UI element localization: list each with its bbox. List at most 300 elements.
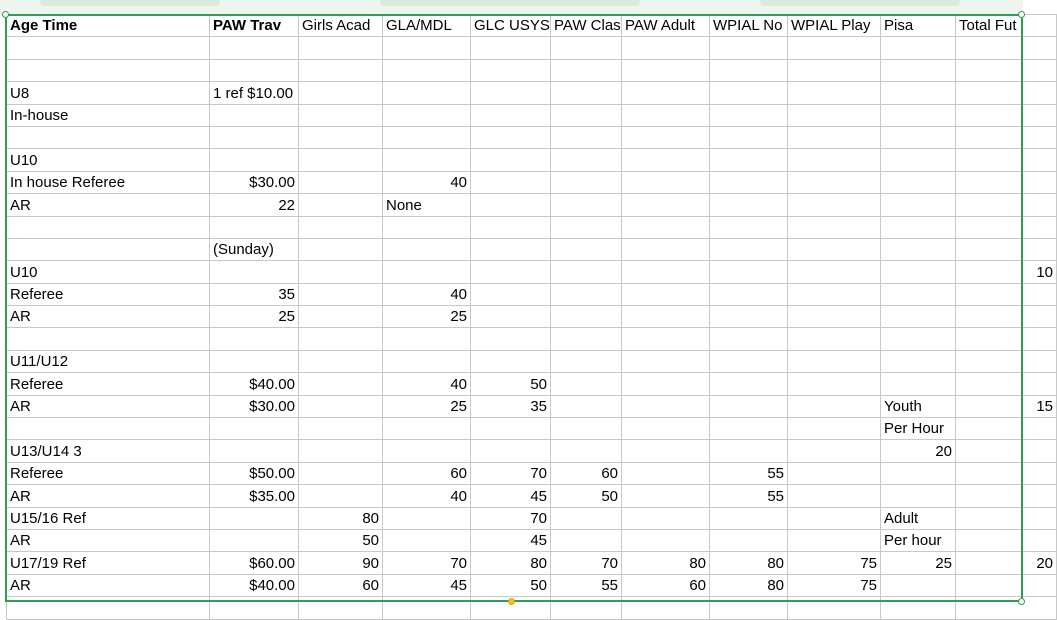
cell[interactable] [710,238,788,260]
cell[interactable]: In house Referee [7,171,210,193]
cell[interactable] [710,149,788,171]
cell[interactable] [383,529,471,551]
cell[interactable] [210,328,299,350]
cell[interactable] [299,350,383,372]
cell[interactable] [956,507,1057,529]
cell[interactable] [956,328,1057,350]
cell[interactable] [299,59,383,81]
cell[interactable]: 10 [956,261,1057,283]
cell[interactable] [956,306,1057,328]
cell[interactable] [551,440,622,462]
cell[interactable] [710,194,788,216]
cell[interactable] [471,82,551,104]
cell[interactable] [383,328,471,350]
header-cell[interactable]: Age Time [7,15,210,37]
cell[interactable] [788,82,881,104]
cell[interactable] [710,59,788,81]
cell[interactable] [788,395,881,417]
cell[interactable] [788,37,881,59]
cell[interactable]: 80 [299,507,383,529]
cell[interactable] [956,194,1057,216]
cell[interactable] [956,238,1057,260]
cell[interactable] [383,350,471,372]
cell[interactable] [788,597,881,619]
cell[interactable] [7,126,210,148]
cell[interactable] [788,59,881,81]
cell[interactable]: Referee [7,283,210,305]
cell[interactable]: $30.00 [210,395,299,417]
cell[interactable] [622,82,710,104]
cell[interactable] [710,597,788,619]
cell[interactable] [710,82,788,104]
cell[interactable] [788,194,881,216]
cell[interactable]: (Sunday) [210,238,299,260]
cell[interactable] [788,462,881,484]
cell[interactable] [956,373,1057,395]
cell[interactable] [551,126,622,148]
header-cell[interactable]: PAW Adult [622,15,710,37]
cell[interactable] [551,82,622,104]
cell[interactable] [710,328,788,350]
cell[interactable] [956,283,1057,305]
cell[interactable]: Youth [881,395,956,417]
cell[interactable] [622,283,710,305]
cell[interactable]: 75 [788,552,881,574]
cell[interactable]: Per Hour [881,418,956,440]
cell[interactable] [710,418,788,440]
cell[interactable] [471,37,551,59]
selection-handle-bottom-right[interactable] [1018,598,1025,605]
cell[interactable] [788,126,881,148]
cell[interactable] [622,37,710,59]
cell[interactable] [788,216,881,238]
cell[interactable]: 50 [299,529,383,551]
cell[interactable] [881,597,956,619]
cell[interactable]: 55 [710,485,788,507]
cell[interactable] [383,418,471,440]
cell[interactable]: 40 [383,171,471,193]
cell[interactable] [956,462,1057,484]
cell[interactable]: Per hour [881,529,956,551]
cell[interactable] [7,328,210,350]
cell[interactable]: 80 [710,574,788,596]
cell[interactable] [956,59,1057,81]
cell[interactable] [788,440,881,462]
cell[interactable] [551,194,622,216]
cell[interactable] [788,485,881,507]
cell[interactable] [710,37,788,59]
cell[interactable] [956,529,1057,551]
cell[interactable] [7,216,210,238]
cell[interactable] [299,306,383,328]
cell[interactable] [622,216,710,238]
cell[interactable]: 90 [299,552,383,574]
cell[interactable]: 55 [710,462,788,484]
cell[interactable] [881,283,956,305]
cell[interactable]: In-house [7,104,210,126]
cell[interactable]: 70 [551,552,622,574]
header-cell[interactable]: WPIAL Play [788,15,881,37]
cell[interactable] [881,82,956,104]
cell[interactable] [881,149,956,171]
cell[interactable] [788,261,881,283]
cell[interactable] [622,597,710,619]
cell[interactable]: Referee [7,462,210,484]
cell[interactable]: 80 [710,552,788,574]
cell[interactable]: $50.00 [210,462,299,484]
cell[interactable]: 25 [210,306,299,328]
cell[interactable] [622,350,710,372]
header-cell[interactable]: Pisa [881,15,956,37]
cell[interactable] [956,574,1057,596]
cell[interactable] [622,373,710,395]
cell[interactable] [7,597,210,619]
cell[interactable]: U11/U12 [7,350,210,372]
cell[interactable]: 50 [471,574,551,596]
cell[interactable] [956,104,1057,126]
cell[interactable] [551,216,622,238]
cell[interactable]: AR [7,395,210,417]
cell[interactable]: 1 ref $10.00 [210,82,299,104]
cell[interactable] [551,104,622,126]
header-cell[interactable]: GLC USYS [471,15,551,37]
selection-handle-bottom-center[interactable] [508,598,515,605]
cell[interactable] [710,261,788,283]
cell[interactable]: U10 [7,149,210,171]
cell[interactable] [710,216,788,238]
cell[interactable] [383,149,471,171]
cell[interactable]: 20 [956,552,1057,574]
cell[interactable] [551,373,622,395]
cell[interactable] [299,373,383,395]
cell[interactable] [788,328,881,350]
cell[interactable] [210,104,299,126]
cell[interactable] [622,462,710,484]
cell[interactable] [881,59,956,81]
cell[interactable] [383,59,471,81]
cell[interactable] [299,597,383,619]
cell[interactable] [471,440,551,462]
cell[interactable] [210,149,299,171]
cell[interactable] [383,261,471,283]
cell[interactable] [471,350,551,372]
cell[interactable]: 45 [471,529,551,551]
cell[interactable]: AR [7,485,210,507]
cell[interactable]: 20 [881,440,956,462]
cell[interactable]: 70 [383,552,471,574]
cell[interactable] [210,597,299,619]
cell[interactable] [551,59,622,81]
cell[interactable] [956,37,1057,59]
cell[interactable]: 50 [471,373,551,395]
selection-handle-top-right[interactable] [1018,11,1025,18]
cell[interactable]: U10 [7,261,210,283]
cell[interactable] [956,440,1057,462]
cell[interactable] [622,529,710,551]
cell[interactable] [622,418,710,440]
cell[interactable] [471,216,551,238]
cell[interactable] [471,171,551,193]
cell[interactable]: Adult [881,507,956,529]
cell[interactable]: 45 [471,485,551,507]
cell[interactable] [881,37,956,59]
cell[interactable]: $60.00 [210,552,299,574]
cell[interactable]: 60 [551,462,622,484]
cell[interactable]: 25 [383,395,471,417]
cell[interactable] [956,597,1057,619]
cell[interactable] [622,59,710,81]
cell[interactable] [710,126,788,148]
cell[interactable] [471,104,551,126]
header-cell[interactable]: Total Fut [956,15,1057,37]
cell[interactable]: 70 [471,462,551,484]
cell[interactable] [383,507,471,529]
header-cell[interactable]: PAW Clas [551,15,622,37]
cell[interactable]: 80 [622,552,710,574]
cell[interactable] [881,328,956,350]
cell[interactable]: 60 [622,574,710,596]
cell[interactable] [622,485,710,507]
cell[interactable] [551,350,622,372]
cell[interactable]: 60 [299,574,383,596]
cell[interactable] [210,418,299,440]
cell[interactable] [710,350,788,372]
cell[interactable] [210,261,299,283]
cell[interactable] [7,59,210,81]
cell[interactable] [622,238,710,260]
cell[interactable] [7,238,210,260]
cell[interactable] [622,171,710,193]
cell[interactable] [881,171,956,193]
header-cell[interactable]: Girls Acad [299,15,383,37]
cell[interactable] [881,238,956,260]
cell[interactable] [788,238,881,260]
cell[interactable]: Referee [7,373,210,395]
cell[interactable] [881,126,956,148]
cell[interactable] [710,507,788,529]
cell[interactable]: U15/16 Ref [7,507,210,529]
cell[interactable] [210,126,299,148]
cell[interactable] [383,597,471,619]
cell[interactable] [210,529,299,551]
cell[interactable] [210,216,299,238]
cell[interactable] [881,373,956,395]
cell[interactable] [881,194,956,216]
cell[interactable]: $40.00 [210,373,299,395]
cell[interactable] [881,104,956,126]
cell[interactable]: 75 [788,574,881,596]
cell[interactable] [210,37,299,59]
cell[interactable] [210,350,299,372]
cell[interactable]: $40.00 [210,574,299,596]
cell[interactable] [299,462,383,484]
cell[interactable] [710,283,788,305]
cell[interactable]: 35 [210,283,299,305]
cell[interactable] [551,597,622,619]
cell[interactable] [622,126,710,148]
cell[interactable] [299,37,383,59]
cell[interactable] [551,149,622,171]
cell[interactable] [788,373,881,395]
cell[interactable]: U8 [7,82,210,104]
cell[interactable] [551,171,622,193]
cell[interactable]: AR [7,529,210,551]
cell[interactable] [383,216,471,238]
cell[interactable] [622,104,710,126]
cell[interactable] [710,529,788,551]
cell[interactable] [471,306,551,328]
cell[interactable]: U17/19 Ref [7,552,210,574]
cell[interactable] [622,194,710,216]
cell[interactable] [710,104,788,126]
cell[interactable] [956,171,1057,193]
cell[interactable]: 25 [881,552,956,574]
cell[interactable] [299,418,383,440]
cell[interactable] [551,238,622,260]
cell[interactable] [881,261,956,283]
cell[interactable] [788,418,881,440]
cell[interactable] [299,485,383,507]
cell[interactable]: 40 [383,283,471,305]
cell[interactable] [551,283,622,305]
cell[interactable] [956,350,1057,372]
cell[interactable]: 22 [210,194,299,216]
cell[interactable] [551,261,622,283]
cell[interactable] [299,261,383,283]
cell[interactable]: 45 [383,574,471,596]
cell[interactable] [881,306,956,328]
cell[interactable] [788,149,881,171]
cell[interactable]: $30.00 [210,171,299,193]
cell[interactable] [299,216,383,238]
spreadsheet-grid[interactable] [6,14,1057,620]
cell[interactable]: 50 [551,485,622,507]
cell[interactable] [299,440,383,462]
cell[interactable] [383,104,471,126]
cell[interactable] [788,171,881,193]
cell[interactable] [471,238,551,260]
cell[interactable] [299,149,383,171]
cell[interactable] [383,126,471,148]
cell[interactable]: 55 [551,574,622,596]
cell[interactable] [299,82,383,104]
cell[interactable]: U13/U14 3 [7,440,210,462]
cell[interactable]: AR [7,574,210,596]
cell[interactable] [710,306,788,328]
cell[interactable] [299,104,383,126]
cell[interactable] [471,283,551,305]
cell[interactable] [622,507,710,529]
cell[interactable] [881,485,956,507]
cell[interactable] [210,59,299,81]
cell[interactable] [383,37,471,59]
cell[interactable]: 40 [383,485,471,507]
cell[interactable] [299,171,383,193]
cell[interactable] [956,418,1057,440]
cell[interactable] [710,395,788,417]
cell[interactable] [622,149,710,171]
cell[interactable] [622,261,710,283]
cell[interactable] [788,306,881,328]
cell[interactable] [551,328,622,350]
cell[interactable] [622,440,710,462]
cell[interactable] [471,149,551,171]
cell[interactable] [299,126,383,148]
cell[interactable]: None [383,194,471,216]
cell[interactable] [788,283,881,305]
cell[interactable]: 70 [471,507,551,529]
cell[interactable] [788,529,881,551]
header-cell[interactable]: GLA/MDL [383,15,471,37]
cell[interactable] [471,59,551,81]
cell[interactable] [471,194,551,216]
cell[interactable] [551,529,622,551]
cell[interactable] [881,350,956,372]
cell[interactable]: 40 [383,373,471,395]
cell[interactable] [622,306,710,328]
cell[interactable] [956,149,1057,171]
cell[interactable] [7,37,210,59]
cell[interactable] [471,261,551,283]
cell[interactable]: 60 [383,462,471,484]
cell[interactable] [299,238,383,260]
cell[interactable] [210,440,299,462]
cell[interactable] [788,350,881,372]
selection-handle-top-left[interactable] [2,11,9,18]
cell[interactable] [551,37,622,59]
cell[interactable]: 15 [956,395,1057,417]
cell[interactable] [881,462,956,484]
cell[interactable] [7,418,210,440]
cell[interactable] [551,395,622,417]
cell[interactable] [299,395,383,417]
cell[interactable] [788,507,881,529]
cell[interactable] [471,126,551,148]
cell[interactable] [210,507,299,529]
cell[interactable] [956,82,1057,104]
cell[interactable] [710,373,788,395]
cell[interactable] [622,395,710,417]
cell[interactable] [551,507,622,529]
cell[interactable] [551,418,622,440]
cell[interactable] [471,328,551,350]
cell[interactable] [299,283,383,305]
cell[interactable] [956,216,1057,238]
header-cell[interactable]: PAW Trav [210,15,299,37]
cell[interactable] [881,216,956,238]
cell[interactable] [551,306,622,328]
header-cell[interactable]: WPIAL No [710,15,788,37]
cell[interactable] [299,328,383,350]
cell[interactable] [881,574,956,596]
cell[interactable]: 80 [471,552,551,574]
cell[interactable] [383,82,471,104]
cell[interactable]: AR [7,306,210,328]
cell[interactable] [383,440,471,462]
cell[interactable] [710,440,788,462]
cell[interactable]: 25 [383,306,471,328]
cell[interactable] [299,194,383,216]
cell[interactable] [622,328,710,350]
cell[interactable] [956,126,1057,148]
cell[interactable] [956,485,1057,507]
cell[interactable] [383,238,471,260]
cell[interactable] [710,171,788,193]
cell[interactable] [788,104,881,126]
cell[interactable]: $35.00 [210,485,299,507]
cell[interactable]: AR [7,194,210,216]
cell[interactable]: 35 [471,395,551,417]
